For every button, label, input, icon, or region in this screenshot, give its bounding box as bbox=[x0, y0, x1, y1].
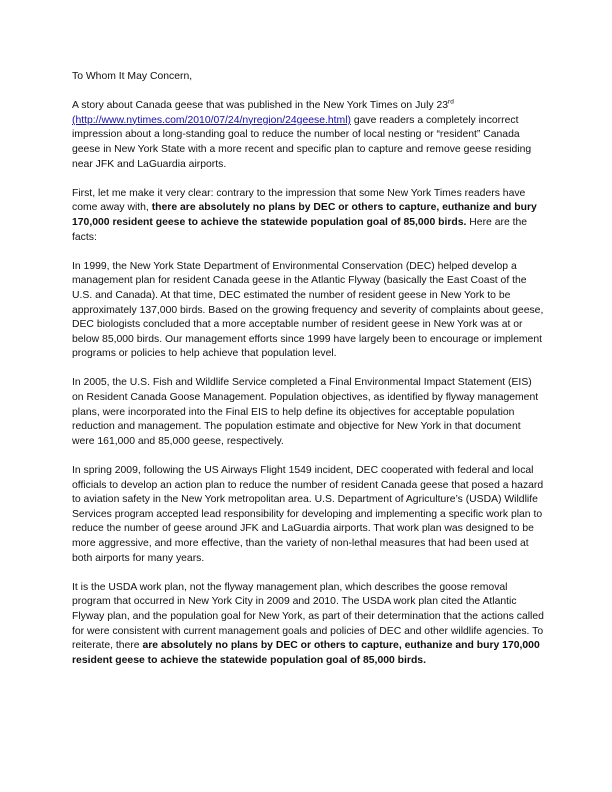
paragraph-text: First, let me make it very clear: contrary to the impression that some New York Times readers have come away with, bbox=[72, 187, 526, 214]
superscript-rd: rd bbox=[448, 98, 454, 106]
paragraph-clarification bbox=[72, 187, 544, 245]
letter-page bbox=[72, 70, 544, 683]
paragraph-text: Here are the facts: bbox=[72, 216, 528, 243]
paragraph-text: It is the USDA work plan, not the flyway management plan, which describes the goose removal program that occurred in New York City in 2009 and 2010. The USDA work plan cited the Atlantic Flyway plan, and the population goal for New York, as part of their determination that the actions called for were consistent with current management goals and policies of DEC and other wildlife agencies. To reiterate, there bbox=[72, 581, 544, 652]
paragraph-2009-action: In spring 2009, following the US Airways Flight 1549 incident, DEC cooperated with federal and local officials to develop an action plan to reduce the number of resident Canada geese that posed a hazard to aviation safety in the New York metropolitan area. U.S. Department of Agriculture’s (USDA) Wildlife Services program accepted lead responsibility for developing and implementing a specific work plan to reduce the number of geese around JFK and LaGuardia airports. That work plan was designed to be more aggressive, and more effective, than the variety of non-lethal measures that had been used at both airports for many years. bbox=[72, 465, 544, 564]
salutation: To Whom It May Concern, bbox=[72, 71, 193, 82]
paragraph-text: A story about Canada geese that was published in the New York Times on July 23 bbox=[72, 100, 449, 112]
paragraph-1999-plan: In 1999, the New York State Department of Environmental Conservation (DEC) helped develop a management plan for resident Canada geese in the Atlantic Flyway (basically the East Coast of the U.S. and Canada). At that time, DEC estimated the number of resident geese in New York to be approximately 137,000 birds. Based on the growing frequency and severity of complaints about geese, DEC biologists concluded that a more acceptable number of resident geese in New York was at or below 85,000 birds. Our management efforts since 1999 have largely been to encourage or implement programs or policies to help achieve that population level. bbox=[72, 260, 544, 360]
bold-statement: are absolutely no plans by DEC or others to capture, euthanize and bury 170,000 resident geese to achieve the statewide population goal of 85,000 birds. bbox=[72, 640, 540, 666]
paragraph-usda-plan bbox=[72, 581, 544, 669]
paragraph-text: gave readers a completely incorrect impression about a long-standing goal to reduce the number of local nesting or “resident” Canada geese in New York State with a more recent and specific plan to capture and remove geese residing near JFK and LaGuardia airports. bbox=[72, 114, 532, 170]
bold-statement: there are absolutely no plans by DEC or others to capture, euthanize and bury 170,000 resident geese to achieve the statewide population goal of 85,000 birds. bbox=[72, 202, 537, 228]
nyt-article-link[interactable]: (http://www.nytimes.com/2010/07/24/nyregion/24geese.html) bbox=[72, 114, 351, 126]
paragraph-nyt-story bbox=[72, 99, 544, 172]
paragraph-2005-eis: In 2005, the U.S. Fish and Wildlife Service completed a Final Environmental Impact Statement (EIS) on Resident Canada Goose Management. Population objectives, as identified by flyway management plans, were incorporated into the Final EIS to help define its objectives for acceptable population reduction and management. The population estimate and objective for New York in that document were 161,000 and 85,000 geese, respectively. bbox=[72, 377, 539, 447]
